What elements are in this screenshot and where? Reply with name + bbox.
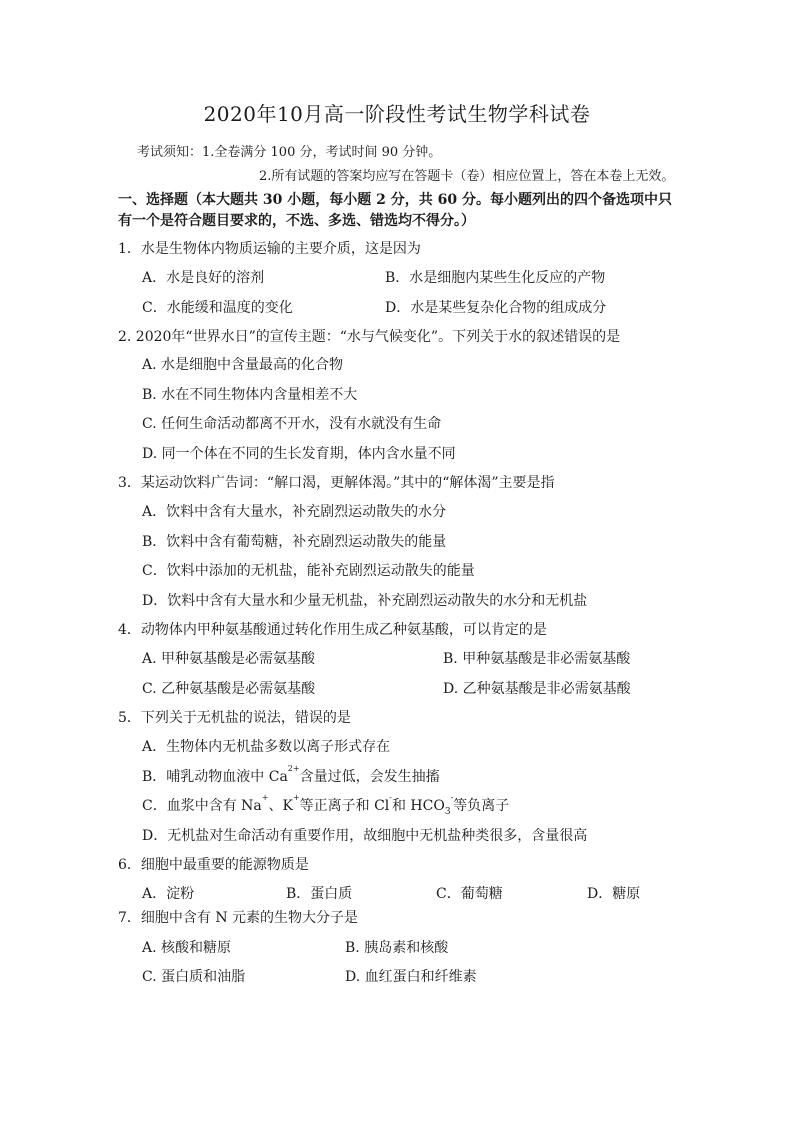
- superscript: +: [261, 793, 269, 802]
- option-d: D. 乙种氨基酸是非必需氨基酸: [443, 681, 631, 697]
- option-d: D．无机盐对生命活动有重要作用，故细胞中无机盐种类很多，含量很高: [142, 828, 588, 844]
- option-b: B. 水在不同生物体内含量相差不大: [142, 387, 358, 403]
- option-c: C. 蛋白质和油脂: [142, 969, 246, 985]
- option-b: B. 胰岛素和核酸: [345, 940, 449, 956]
- option-c: C. 乙种氨基酸是必需氨基酸: [142, 681, 316, 697]
- option-text: 和 HCO: [391, 798, 445, 814]
- question-stem: 1．水是生物体内物质运输的主要介质，这是因为: [118, 241, 421, 257]
- option-b: B. 甲种氨基酸是非必需氨基酸: [443, 651, 631, 667]
- option-d: D. 同一个体在不同的生长发育期，体内含水量不同: [142, 446, 456, 462]
- option-text: C．血浆中含有 Na: [142, 798, 262, 814]
- option-b: B．饮料中含有葡萄糖，补充剧烈运动散失的能量: [142, 534, 447, 550]
- option-d: D．水是某些复杂化合物的组成成分: [385, 300, 607, 316]
- option-c: C．水能缓和温度的变化: [142, 300, 293, 316]
- superscript: 2+: [287, 764, 300, 773]
- option-b: [142, 766, 440, 786]
- option-a: A. 甲种氨基酸是必需氨基酸: [142, 651, 316, 667]
- superscript: -: [450, 793, 454, 802]
- question-stem: 4．动物体内甲种氨基酸通过转化作用生成乙种氨基酸，可以肯定的是: [118, 622, 547, 638]
- exam-notice-1: 考试须知：1.全卷满分 100 分，考试时间 90 分钟。: [137, 145, 442, 160]
- question-stem: 6．细胞中最重要的能源物质是: [118, 857, 309, 873]
- option-c: C. 任何生命活动都离不开水，没有水就没有生命: [142, 416, 442, 432]
- subscript: 3: [444, 806, 451, 817]
- question-stem: 2. 2020年“世界水日”的宣传主题：“水与气候变化”。下列关于水的叙述错误的是: [118, 329, 621, 345]
- option-b: B．蛋白质: [286, 886, 353, 902]
- section-heading-line-1: 一、选择题（本大题共 30 小题，每小题 2 分，共 60 分。每小题列出的四个备选项中只: [118, 192, 672, 208]
- exam-notice-2: 2.所有试题的答案均应写在答题卡（卷）相应位置上，答在本卷上无效。: [259, 169, 675, 184]
- option-a: A．水是良好的溶剂: [142, 270, 265, 286]
- option-a: A．淀粉: [142, 886, 195, 902]
- option-text: B．哺乳动物血液中 Ca: [142, 769, 288, 785]
- option-text: 含量过低，会发生抽搐: [299, 769, 440, 785]
- section-heading-line-2: 有一个是符合题目要求的，不选、多选、错选均不得分。）: [118, 213, 475, 229]
- option-a: A．饮料中含有大量水，补充剧烈运动散失的水分: [142, 504, 447, 520]
- superscript: -: [389, 793, 392, 802]
- option-a: A. 水是细胞中含量最高的化合物: [142, 357, 344, 373]
- option-text: 等正离子和 Cl: [299, 798, 390, 814]
- option-c: C．饮料中添加的无机盐，能补充剧烈运动散失的能量: [142, 563, 475, 579]
- question-stem: 5．下列关于无机盐的说法，错误的是: [118, 710, 351, 726]
- option-c: [142, 795, 509, 817]
- question-stem: 7．细胞中含有 N 元素的生物大分子是: [118, 910, 359, 926]
- option-d: D．饮料中含有大量水和少量无机盐，补充剧烈运动散失的水分和无机盐: [142, 593, 588, 609]
- option-d: D. 血红蛋白和纤维素: [345, 969, 477, 985]
- superscript: +: [292, 793, 300, 802]
- page-title: 2020年10月高一阶段性考试生物学科试卷: [203, 102, 591, 126]
- option-c: C．葡萄糖: [436, 886, 503, 902]
- option-d: D．糖原: [587, 886, 641, 902]
- option-a: A．生物体内无机盐多数以离子形式存在: [142, 739, 391, 755]
- option-a: A. 核酸和糖原: [142, 940, 232, 956]
- option-text: 、K: [268, 798, 293, 814]
- option-b: B．水是细胞内某些生化反应的产物: [385, 270, 606, 286]
- question-stem: 3．某运动饮料广告词：“解口渴，更解体渴。”其中的“解体渴”主要是指: [118, 475, 555, 491]
- option-text: 等负离子: [453, 798, 510, 814]
